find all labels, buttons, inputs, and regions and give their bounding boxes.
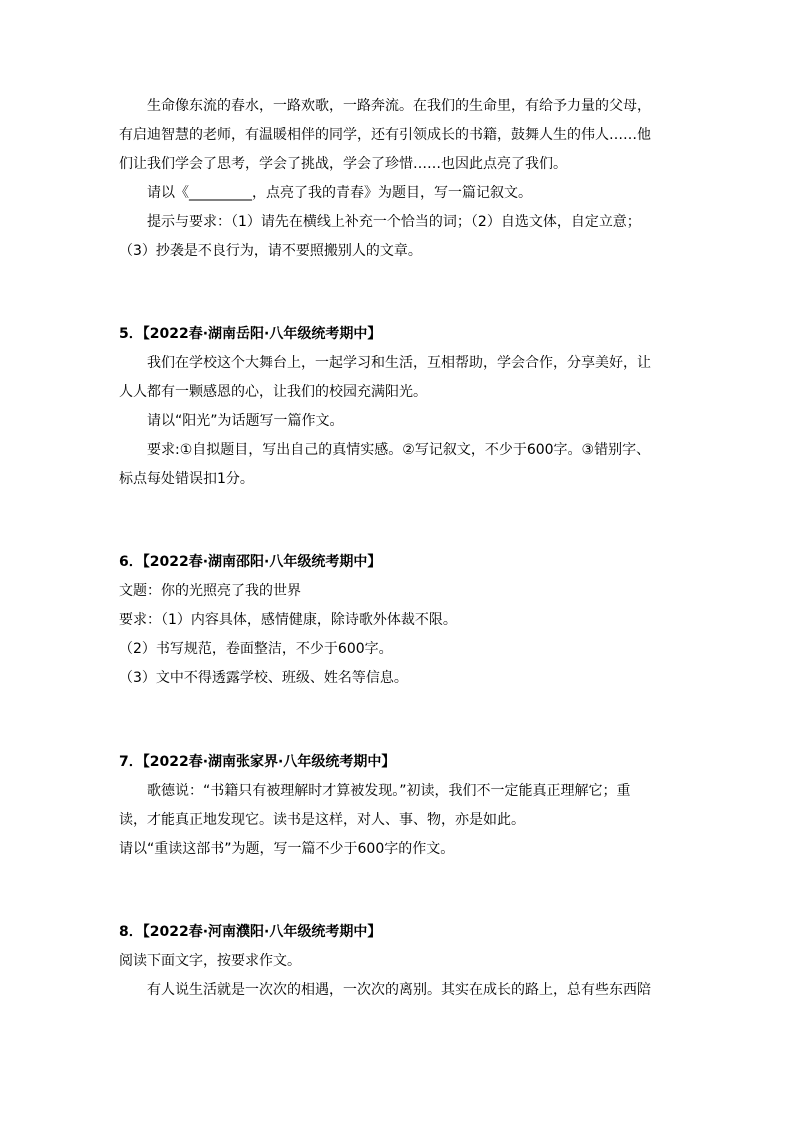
s5-prompt: 请以“阳光”为话题写一篇作文。	[147, 413, 344, 429]
s5-requirements-line-2: 标点每处错误扣1分。	[119, 471, 254, 487]
s6-title-line: 文题：你的光照亮了我的世界	[119, 583, 301, 599]
s6-requirement-1: 要求：（1）内容具体，感情健康，除诗歌外体裁不限。	[119, 612, 457, 628]
s7-paragraph-1-line-2: 读，才能真正地发现它。读书是这样，对人、事、物，亦是如此。	[119, 812, 525, 828]
s7-paragraph-1-line-1: 歌德说：“书籍只有被理解时才算被发现。”初读，我们不一定能真正理解它；重	[147, 783, 631, 799]
s6-requirement-3: （3）文中不得透露学校、班级、姓名等信息。	[119, 670, 408, 686]
s5-paragraph-1-line-1: 我们在学校这个大舞台上，一起学习和生活，互相帮助，学会合作，分享美好，让	[147, 355, 651, 371]
s4-paragraph-1-line-1: 生命像东流的春水，一路欢歌，一路奔流。在我们的生命里，有给予力量的父母，	[147, 98, 651, 114]
s4-paragraph-1-line-3: 们让我们学会了思考，学会了挑战，学会了珍惜……也因此点亮了我们。	[119, 156, 567, 172]
s4-prompt: 请以《_________，点亮了我的青春》为题目，写一篇记叙文。	[147, 185, 532, 201]
s8-heading: 8．【2022春·河南濮阳·八年级统考期中】	[119, 924, 382, 940]
s4-paragraph-1-line-2: 有启迪智慧的老师，有温暖相伴的同学，还有引领成长的书籍，鼓舞人生的伟人……他	[119, 127, 651, 143]
s6-requirement-2: （2）书写规范，卷面整洁，不少于600字。	[119, 641, 393, 657]
s7-prompt: 请以“重读这部书”为题，写一篇不少于600字的作文。	[119, 841, 455, 857]
s5-paragraph-1-line-2: 人人都有一颗感恩的心，让我们的校园充满阳光。	[119, 384, 427, 400]
s8-intro: 阅读下面文字，按要求作文。	[119, 953, 301, 969]
s8-paragraph-1-line-1: 有人说生活就是一次次的相遇，一次次的离别。其实在成长的路上，总有些东西陪	[147, 982, 651, 998]
s7-heading: 7．【2022春·湖南张家界·八年级统考期中】	[119, 754, 396, 770]
s4-requirements-line-2: （3）抄袭是不良行为，请不要照搬别人的文章。	[119, 243, 422, 259]
s4-requirements-line-1: 提示与要求：（1）请先在横线上补充一个恰当的词；（2）自选文体，自定立意；	[147, 214, 641, 230]
s5-requirements-line-1: 要求:①自拟题目，写出自己的真情实感。②写记叙文，不少于600字。③错别字、	[147, 442, 651, 458]
s6-heading: 6．【2022春·湖南邵阳·八年级统考期中】	[119, 554, 382, 570]
s5-heading: 5．【2022春·湖南岳阳·八年级统考期中】	[119, 326, 382, 342]
